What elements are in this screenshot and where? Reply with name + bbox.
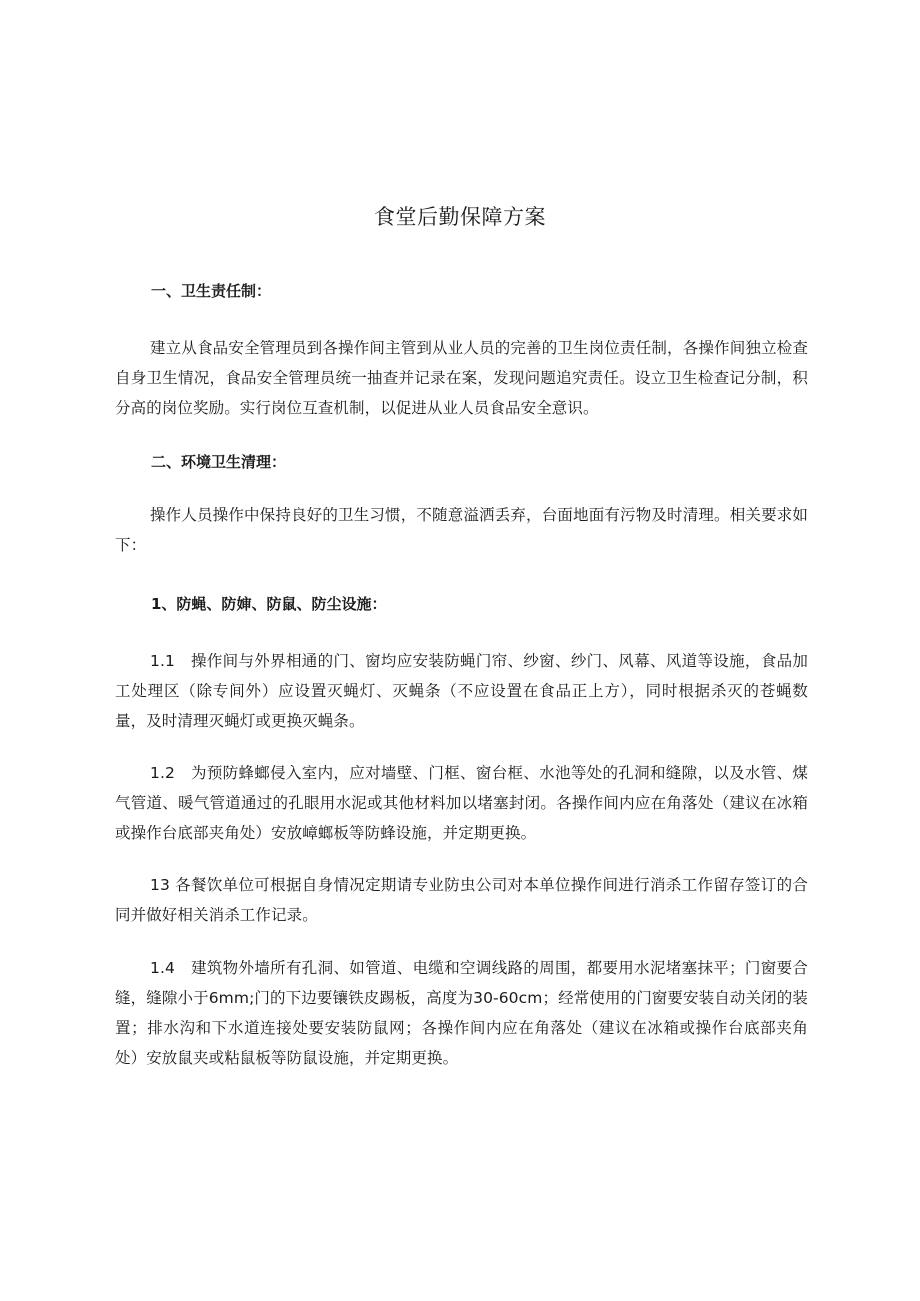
paragraph-cockroach-prevention: 1.2 为预防蜂螂侵入室内，应对墙壁、门框、窗台框、水池等处的孔洞和缝隙，以及水管、煤气管道、暖气管道通过的孔眼用水泥或其他材料加以堵塞封闭。各操作间内应在角落处（建议在冰箱或操作台底部夹角处）安放嶂螂板等防蜂设施，并定期更换。 [115,764,808,842]
document-title: 食堂后勤保障方案 [374,205,546,229]
paragraph-environment-cleaning: 操作人员操作中保持良好的卫生习惯，不随意溢洒丢弃，台面地面有污物及时清理。相关要求如下： [115,506,808,554]
section-heading-pest-prevention: 1、防蝇、防婶、防鼠、防尘设施： [151,595,387,613]
paragraph-rodent-prevention: 1.4 建筑物外墙所有孔洞、如管道、电缆和空调线路的周围，都要用水泥堵塞抹平；门窗要合缝，缝隙小于6mm;门的下边要镶铁皮踢板，高度为30-60cm；经常使用的门窗要安装自动关闭的装置；排水沟和下水道连接处要安装防鼠网；各操作间内应在角落处（建议在冰箱或操作台底部夹角处）安放鼠夹或粘鼠板等防鼠设施，并定期更换。 [115,959,808,1067]
paragraph-pest-control-company: 13 各餐饮单位可根据自身情况定期请专业防虫公司对本单位操作间进行消杀工作留存签订的合同并做好相关消杀工作记录。 [115,876,808,924]
section-heading-hygiene-responsibility: 一、卫生责任制： [151,282,272,300]
paragraph-fly-prevention: 1.1 操作间与外界相通的门、窗均应安装防蝇门帘、纱窗、纱门、风幕、风道等设施，食品加工处理区（除专间外）应设置灭蝇灯、灭蝇条（不应设置在食品正上方），同时根据杀灭的苍蝇数量，及时清理灭蝇灯或更换灭蝇条。 [115,652,808,730]
section-heading-environment-cleaning: 二、环境卫生清理： [151,453,287,471]
paragraph-hygiene-responsibility: 建立从食品安全管理员到各操作间主管到从业人员的完善的卫生岗位责任制，各操作间独立检查自身卫生情况，食品安全管理员统一抽查并记录在案，发现问题追究责任。设立卫生检查记分制，积分高的岗位奖励。实行岗位互查机制，以促进从业人员食品安全意识。 [115,339,808,417]
